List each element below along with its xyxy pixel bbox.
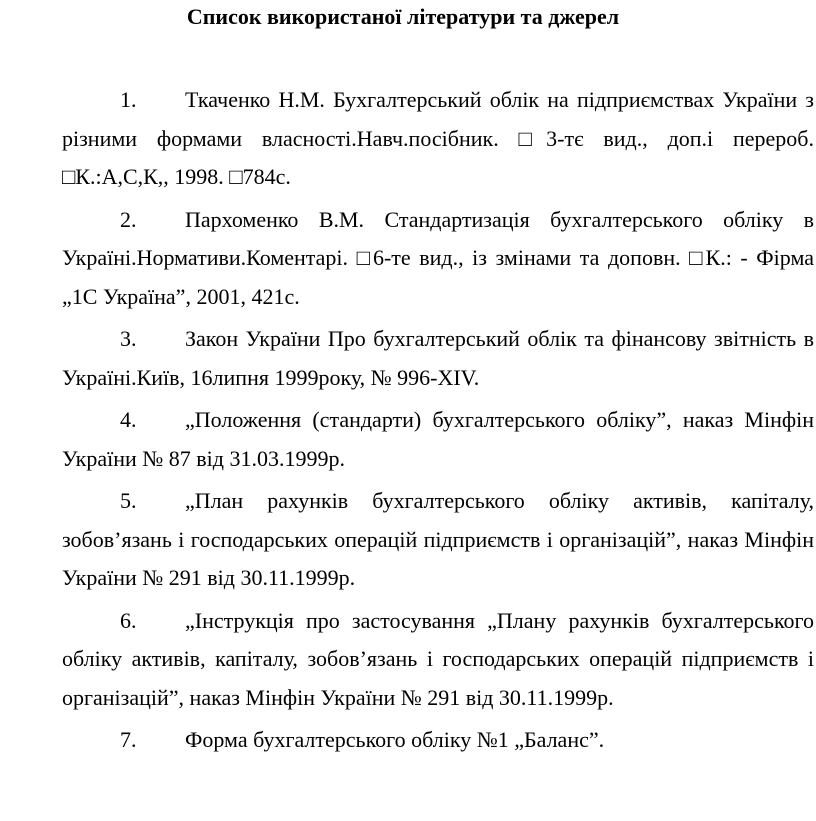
reference-text: Пархоменко В.М. Стандартизація бухгалтерського обліку в Україні.Нормативи.Коментарі. □6-те вид., із змінами та доповн. □К.: - Фірма „1С Україна”, 2001, 421с.: [62, 206, 814, 309]
reference-text: Ткаченко Н.М. Бухгалтерський облік на підприємствах України з різними формами власності.Навч.посібник. □3-тє вид., доп.і перероб. □К.:А,С,К,, 1998. □784с.: [62, 87, 814, 189]
reference-number: 1.: [120, 87, 137, 112]
reference-list: [62, 81, 814, 764]
reference-item-7: [62, 721, 814, 760]
reference-number: 2.: [120, 206, 137, 232]
reference-item-2: [62, 201, 814, 317]
reference-number: 7.: [120, 727, 137, 752]
reference-item-3: [62, 320, 814, 397]
reference-text: „План рахунків бухгалтерського обліку активів, капіталу, зобов’язань і господарських операцій підприємств і організацій”, наказ Мінфін України № 291 від 30.11.1999р.: [62, 488, 814, 590]
reference-text: „Положення (стандарти) бухгалтерського обліку”, наказ Мінфін України № 87 від 31.03.1999р.: [62, 407, 814, 471]
page-title: Список використаної літератури та джерел: [186, 4, 620, 29]
reference-text: Закон України Про бухгалтерський облік та фінансову звітність в Україні.Київ, 16липня 1999року, № 996-XIV.: [62, 326, 814, 390]
reference-number: 4.: [120, 407, 137, 432]
reference-item-4: [62, 401, 814, 478]
reference-number: 5.: [120, 488, 137, 513]
reference-number: 3.: [120, 326, 137, 351]
reference-item-5: [62, 482, 814, 598]
reference-item-6: [62, 602, 814, 718]
reference-text: Форма бухгалтерського обліку №1 „Баланс”.: [185, 727, 605, 752]
reference-item-1: [62, 81, 814, 197]
reference-text: „Інструкція про застосування „Плану рахунків бухгалтерського обліку активів, капіталу, зобов’язань і господарських операцій підприємств і організацій”, наказ Мінфін України № 291 від 30.11.1999р.: [62, 607, 814, 710]
reference-number: 6.: [120, 607, 137, 633]
